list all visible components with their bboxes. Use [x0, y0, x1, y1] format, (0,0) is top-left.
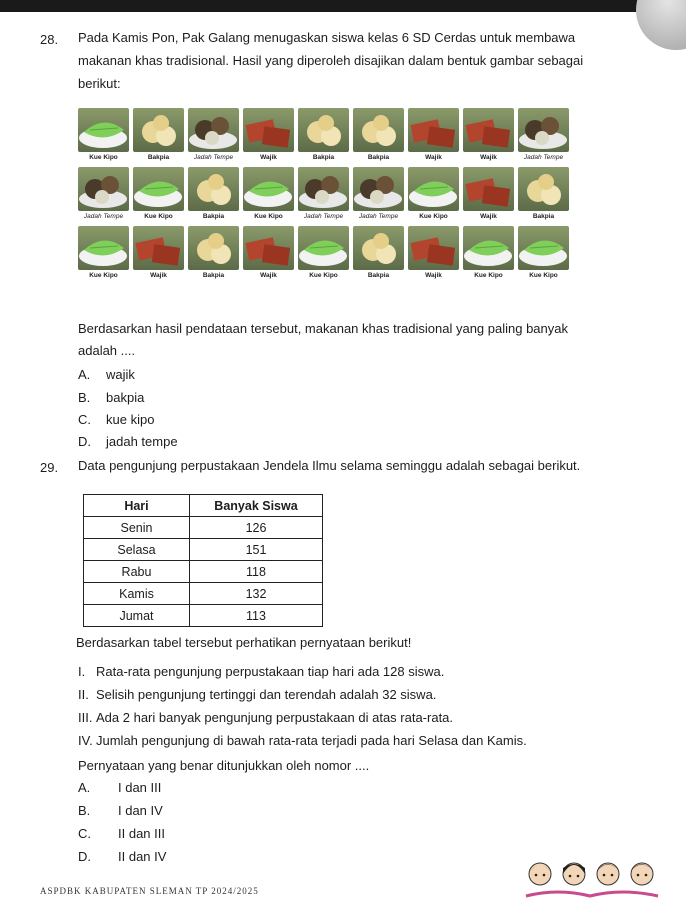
- table-row: [84, 605, 323, 627]
- q29-number: 29.: [40, 460, 59, 475]
- q29-intro: Data pengunjung perpustakaan Jendela Ilmu selama seminggu adalah sebagai berikut.: [78, 458, 581, 473]
- food-item: [78, 226, 129, 279]
- bakpia-picture: [518, 167, 569, 211]
- statement-number: II.: [78, 687, 89, 702]
- food-label: Jadah Tempe: [83, 213, 124, 220]
- kue-kipo-picture: [463, 226, 514, 270]
- q28-line3: berikut:: [78, 76, 121, 91]
- bakpia-picture: [133, 108, 184, 152]
- header-day: Hari: [84, 495, 190, 517]
- food-label: Bakpia: [367, 154, 390, 161]
- food-item: [408, 167, 459, 220]
- food-item: [243, 108, 294, 161]
- table-row: [84, 539, 323, 561]
- food-item: [243, 167, 294, 220]
- q28-option-b[interactable]: [78, 390, 144, 405]
- jadah-tempe-picture: [188, 108, 239, 152]
- food-item: [463, 108, 514, 161]
- food-label: Kue Kipo: [474, 272, 503, 279]
- kue-kipo-picture: [243, 167, 294, 211]
- food-item: [298, 108, 349, 161]
- q28-option-a[interactable]: [78, 367, 135, 382]
- food-label: Wajik: [260, 272, 277, 279]
- kue-kipo-picture: [78, 108, 129, 152]
- child-figure: [597, 863, 619, 885]
- option-letter: B.: [78, 803, 91, 818]
- q28-line1: Pada Kamis Pon, Pak Galang menugaskan siswa kelas 6 SD Cerdas untuk membawa: [78, 30, 576, 45]
- food-label: Kue Kipo: [419, 213, 448, 220]
- day-cell: Kamis: [84, 583, 190, 605]
- statement-text: Rata-rata pengunjung perpustakaan tiap hari ada 128 siswa.: [96, 664, 445, 679]
- food-item: [188, 226, 239, 279]
- day-cell: Senin: [84, 517, 190, 539]
- kue-kipo-picture: [298, 226, 349, 270]
- q28-option-d[interactable]: [78, 434, 178, 449]
- q29-option-c[interactable]: [78, 826, 165, 841]
- food-label: Bakpia: [202, 272, 225, 279]
- bakpia-picture: [188, 167, 239, 211]
- jadah-tempe-picture: [298, 167, 349, 211]
- jadah-tempe-picture: [78, 167, 129, 211]
- day-cell: Jumat: [84, 605, 190, 627]
- food-item: [188, 167, 239, 220]
- statement-number: IV.: [78, 733, 93, 748]
- food-label: Jadah Tempe: [303, 213, 344, 220]
- count-cell: 118: [190, 561, 323, 583]
- food-picture-grid: [78, 108, 568, 285]
- option-letter: D.: [78, 849, 91, 864]
- food-label: Wajik: [260, 154, 277, 161]
- count-cell: 151: [190, 539, 323, 561]
- option-text: wajik: [106, 367, 135, 382]
- q28-number: 28.: [40, 32, 59, 47]
- q28-line2: makanan khas tradisional. Hasil yang diperoleh disajikan dalam bentuk gambar sebagai: [78, 53, 584, 68]
- food-label: Bakpia: [202, 213, 225, 220]
- wajik-picture: [408, 108, 459, 152]
- food-label: Jadah Tempe: [358, 213, 399, 220]
- statement-text: Ada 2 hari banyak pengunjung perpustakaan di atas rata-rata.: [96, 710, 454, 725]
- food-label: Jadah Tempe: [193, 154, 234, 161]
- grid-row: [78, 167, 568, 220]
- food-item: [188, 108, 239, 161]
- option-text: I dan IV: [118, 803, 163, 818]
- wajik-picture: [243, 108, 294, 152]
- food-item: [353, 226, 404, 279]
- statement-4: [78, 733, 527, 748]
- grid-row: [78, 108, 568, 161]
- food-item: [463, 226, 514, 279]
- food-item: [78, 167, 129, 220]
- food-item: [133, 226, 184, 279]
- option-text: II dan IV: [118, 849, 167, 864]
- statement-number: III.: [78, 710, 93, 725]
- child-figure: [631, 863, 653, 885]
- food-item: [243, 226, 294, 279]
- food-item: [518, 108, 569, 161]
- children-illustration: [518, 852, 664, 900]
- kue-kipo-picture: [133, 167, 184, 211]
- day-cell: Selasa: [84, 539, 190, 561]
- statement-text: Jumlah pengunjung di bawah rata-rata terjadi pada hari Selasa dan Kamis.: [96, 733, 527, 748]
- q29-prompt: Pernyataan yang benar ditunjukkan oleh nomor ....: [78, 758, 370, 773]
- food-label: Kue Kipo: [89, 154, 118, 161]
- food-item: [408, 226, 459, 279]
- option-letter: C.: [78, 826, 91, 841]
- wajik-picture: [463, 167, 514, 211]
- footer-text: ASPDBK KABUPATEN SLEMAN TP 2024/2025: [40, 886, 259, 896]
- q29-lead: Berdasarkan tabel tersebut perhatikan pernyataan berikut!: [76, 635, 412, 650]
- food-label: Bakpia: [147, 154, 170, 161]
- food-label: Wajik: [480, 154, 497, 161]
- table-header-row: [84, 495, 323, 517]
- food-label: Wajik: [150, 272, 167, 279]
- food-item: [408, 108, 459, 161]
- table-row: [84, 561, 323, 583]
- food-label: Bakpia: [532, 213, 555, 220]
- bakpia-picture: [188, 226, 239, 270]
- food-label: Wajik: [425, 154, 442, 161]
- option-letter: C.: [78, 412, 91, 427]
- statement-2: [78, 687, 436, 702]
- option-letter: A.: [78, 780, 91, 795]
- wajik-picture: [133, 226, 184, 270]
- food-label: Kue Kipo: [89, 272, 118, 279]
- food-label: Kue Kipo: [254, 213, 283, 220]
- food-label: Jadah Tempe: [523, 154, 564, 161]
- child-figure: [529, 863, 551, 885]
- jadah-tempe-picture: [353, 167, 404, 211]
- wajik-picture: [408, 226, 459, 270]
- food-label: Bakpia: [312, 154, 335, 161]
- option-text: I dan III: [118, 780, 162, 795]
- food-item: [463, 167, 514, 220]
- food-label: Kue Kipo: [529, 272, 558, 279]
- food-item: [353, 167, 404, 220]
- food-item: [78, 108, 129, 161]
- option-text: jadah tempe: [106, 434, 178, 449]
- statement-text: Selisih pengunjung tertinggi dan terendah adalah 32 siswa.: [96, 687, 437, 702]
- option-letter: D.: [78, 434, 91, 449]
- statement-number: I.: [78, 664, 86, 679]
- table-row: [84, 517, 323, 539]
- q29-option-a[interactable]: [78, 780, 161, 795]
- kue-kipo-picture: [518, 226, 569, 270]
- option-letter: A.: [78, 367, 91, 382]
- option-text: II dan III: [118, 826, 165, 841]
- food-label: Kue Kipo: [309, 272, 338, 279]
- q28-option-c[interactable]: [78, 412, 154, 427]
- food-item: [133, 108, 184, 161]
- q28-question-line1: Berdasarkan hasil pendataan tersebut, makanan khas tradisional yang paling banyak: [78, 321, 568, 336]
- table-row: [84, 583, 323, 605]
- statement-1: [78, 664, 444, 679]
- count-cell: 126: [190, 517, 323, 539]
- wajik-picture: [463, 108, 514, 152]
- q29-option-b[interactable]: [78, 803, 163, 818]
- header-count: Banyak Siswa: [190, 495, 323, 517]
- top-bar: [0, 0, 686, 12]
- count-cell: 113: [190, 605, 323, 627]
- statement-3: [78, 710, 453, 725]
- food-item: [518, 167, 569, 220]
- food-item: [353, 108, 404, 161]
- kue-kipo-picture: [78, 226, 129, 270]
- bakpia-picture: [353, 226, 404, 270]
- q28-question-line2: adalah ....: [78, 343, 136, 358]
- visitor-table: [83, 494, 323, 627]
- option-text: bakpia: [106, 390, 145, 405]
- food-label: Bakpia: [367, 272, 390, 279]
- food-label: Wajik: [425, 272, 442, 279]
- bakpia-picture: [298, 108, 349, 152]
- kue-kipo-picture: [408, 167, 459, 211]
- food-item: [133, 167, 184, 220]
- option-letter: B.: [78, 390, 91, 405]
- food-item: [518, 226, 569, 279]
- count-cell: 132: [190, 583, 323, 605]
- option-text: kue kipo: [106, 412, 155, 427]
- bakpia-picture: [353, 108, 404, 152]
- child-figure: [563, 863, 585, 885]
- page-curl-icon: [636, 0, 686, 50]
- food-label: Wajik: [480, 213, 497, 220]
- day-cell: Rabu: [84, 561, 190, 583]
- jadah-tempe-picture: [518, 108, 569, 152]
- grid-row: [78, 226, 568, 279]
- food-item: [298, 226, 349, 279]
- q29-option-d[interactable]: [78, 849, 166, 864]
- food-item: [298, 167, 349, 220]
- wajik-picture: [243, 226, 294, 270]
- food-label: Kue Kipo: [144, 213, 173, 220]
